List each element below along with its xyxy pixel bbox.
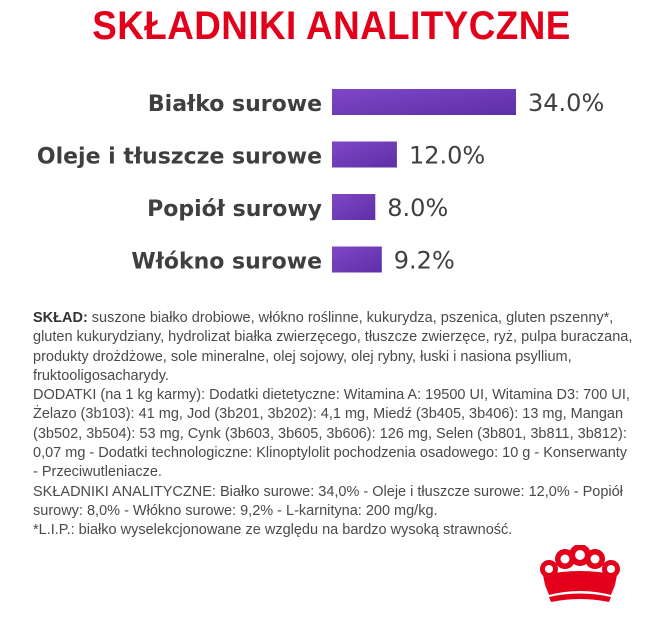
bar-label-1: Białko surowe bbox=[147, 92, 322, 117]
bar-2 bbox=[332, 142, 397, 168]
crown-icon bbox=[535, 545, 625, 607]
lip-note: *L.I.P.: białko wyselekcjonowane ze względu na bardzo wysoką strawność. bbox=[33, 522, 513, 539]
bar-3 bbox=[332, 194, 375, 220]
page-title: SKŁADNIKI ANALITYCZNE bbox=[92, 4, 571, 48]
sklad-label: SKŁAD: bbox=[33, 310, 88, 326]
composition-text bbox=[33, 309, 633, 541]
dodatki-paragraph: DODATKI (na 1 kg karmy): Dodatki dietetyczne: Witamina A: 19500 UI, Witamina D3: 700 UI, Żelazo (3b103): 41 mg, Jod (3b201, 3b202): 4,1 mg, Miedź (3b405, 3b406): 13 mg, Mangan (3b502, 3b504): 53 mg, Cynk (3b603, 3b605, 3b606): 126 mg, Selen (3b801, 3b811, 3b812): 0,07 mg - Dodatki technologiczne: Klinoptylolit pochodzenia osadowego: 10 g - Konserwanty - Przeciwutleniacze. bbox=[33, 387, 630, 481]
bar-label-2: Oleje i tłuszcze surowe bbox=[36, 144, 322, 170]
bar-value-1: 34.0% bbox=[528, 89, 605, 117]
bar-4 bbox=[332, 247, 382, 273]
bar-value-4: 9.2% bbox=[393, 246, 455, 275]
sklad-paragraph bbox=[33, 309, 633, 386]
bar-label-3: Popiół surowy bbox=[147, 197, 322, 222]
bar-value-2: 12.0% bbox=[408, 141, 486, 170]
analityczne-paragraph: SKŁADNIKI ANALITYCZNE: Białko surowe: 34,0% - Oleje i tłuszcze surowe: 12,0% - Popiół surowy: 8,0% - Włókno surowe: 9,2% - L-karnityna: 200 mg/kg. bbox=[33, 483, 623, 519]
bar-1 bbox=[332, 89, 516, 115]
sklad-text: suszone białko drobiowe, włókno roślinne, kukurydza, pszenica, gluten pszenny*, gluten kukurydziany, hydrolizat białka zwierzęcego, tłuszcze zwierzęce, ryż, pulpa buraczana, produkty drożdżowe, sole mineralne, olej sojowy, olej rybny, łuski i nasiona psyllium, fruktooligosacharydy. bbox=[33, 310, 633, 384]
bar-value-3: 8.0% bbox=[387, 194, 449, 222]
bar-label-4: Włókno surowe bbox=[131, 249, 322, 275]
analytical-bar-chart bbox=[0, 78, 663, 278]
